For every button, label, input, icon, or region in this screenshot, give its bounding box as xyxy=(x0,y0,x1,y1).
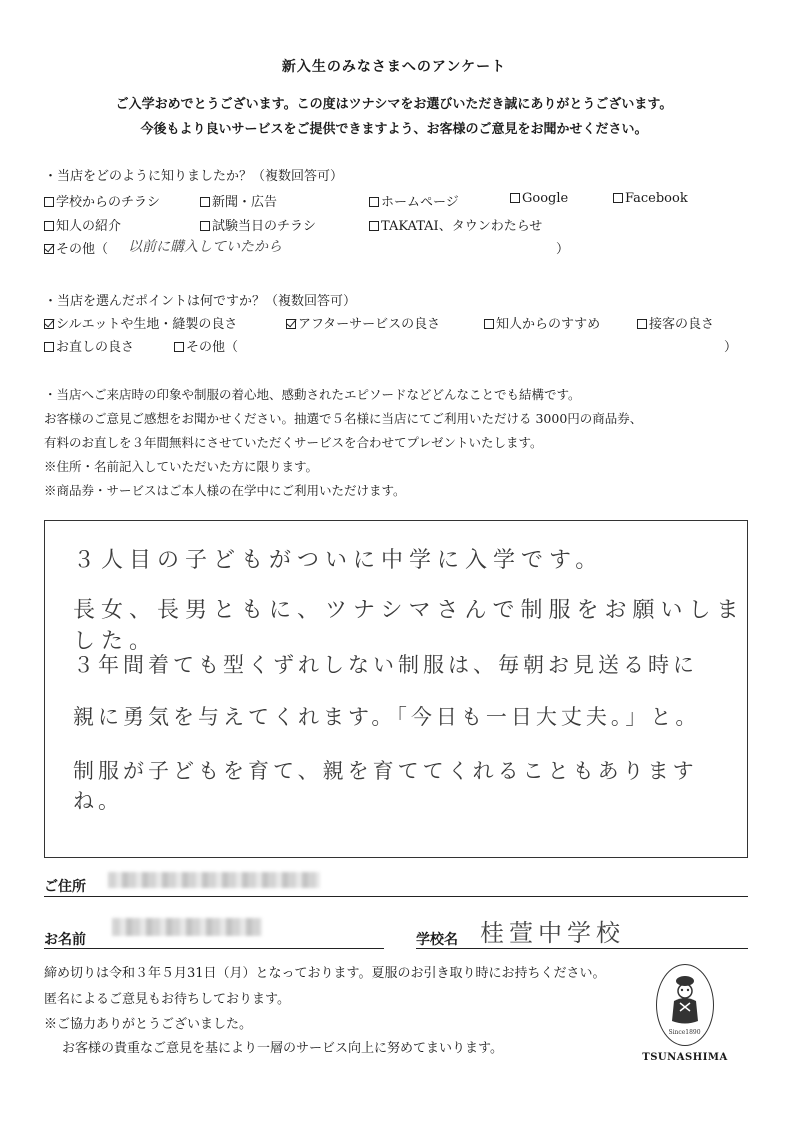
answer-box[interactable] xyxy=(44,520,748,858)
q3-line-4: ※住所・名前記入していただいた方に限ります。 xyxy=(44,459,319,474)
intro-line-2: 今後もより良いサービスをご提供できますよう、お客様のご意見をお聞かせください。 xyxy=(140,122,648,137)
answer-line-3: ３年間着ても型くずれしない制服は、毎朝お見送る時に xyxy=(73,653,698,677)
q3-line-3: 有料のお直しを３年間無料にさせていただくサービスを合わせてプレゼントいたします。 xyxy=(44,435,543,450)
checkbox-checked[interactable] xyxy=(44,244,54,254)
q1-question: ・当店をどのように知りましたか？（複数回答可） xyxy=(44,169,344,184)
name-label: お名前 xyxy=(44,932,86,948)
answer-line-4: 親に勇気を与えてくれます。「今日も一日大丈夫。」と。 xyxy=(73,705,701,729)
address-underline[interactable] xyxy=(44,896,748,897)
q2-question: ・当店を選んだポイントは何ですか？（複数回答可） xyxy=(44,294,357,309)
q1-other-answer: 以前に購入していたから xyxy=(128,239,282,255)
checkbox[interactable] xyxy=(44,221,54,231)
checkbox[interactable] xyxy=(637,319,647,329)
checkbox[interactable] xyxy=(200,221,210,231)
q1-option-acquaintance[interactable]: 知人の紹介 xyxy=(44,215,121,234)
school-value: 桂萱中学校 xyxy=(480,919,625,947)
checkbox[interactable] xyxy=(200,197,210,207)
q2-option-alteration[interactable]: お直しの良さ xyxy=(44,336,134,355)
checkbox[interactable] xyxy=(369,221,379,231)
checkbox[interactable] xyxy=(44,342,54,352)
checkbox[interactable] xyxy=(174,342,184,352)
answer-line-1: ３人目の子どもがついに中学に入学です。 xyxy=(73,548,604,573)
checkbox[interactable] xyxy=(44,197,54,207)
checkbox-checked[interactable] xyxy=(286,319,296,329)
q2-option-recommend[interactable]: 知人からのすすめ xyxy=(484,313,600,332)
q2-option-service[interactable]: 接客の良さ xyxy=(637,313,714,332)
q2-close-paren: ） xyxy=(724,340,738,355)
mascot-icon xyxy=(658,971,713,1031)
answer-line-5: 制服が子どもを育て、親を育ててくれることもありますね。 xyxy=(73,759,698,813)
logo-since: Since1890 xyxy=(668,1029,701,1036)
q1-close-paren: ） xyxy=(556,242,570,257)
logo-brand: TSUNASHIMA xyxy=(642,1052,728,1063)
address-redacted xyxy=(108,872,320,888)
q3-line-1: ・当店へご来店時の印象や制服の着心地、感動されたエピソードなどどんなことでも結構です。 xyxy=(44,387,581,402)
tsunashima-logo xyxy=(656,964,714,1046)
q1-option-exam-flyer[interactable]: 試験当日のチラシ xyxy=(200,215,316,234)
q2-option-aftercare[interactable]: アフターサービスの良さ xyxy=(286,313,440,332)
footer-thanks: ※ご協力ありがとうございました。 xyxy=(44,1017,253,1032)
page-title: 新入生のみなさまへのアンケート xyxy=(281,59,507,75)
address-label: ご住所 xyxy=(44,879,86,895)
q3-line-5: ※商品券・サービスはご本人様の在学中にご利用いただけます。 xyxy=(44,483,406,498)
checkbox[interactable] xyxy=(484,319,494,329)
q2-option-silhouette[interactable]: シルエットや生地・縫製の良さ xyxy=(44,313,237,332)
checkbox[interactable] xyxy=(369,197,379,207)
name-underline[interactable] xyxy=(44,948,384,949)
q1-option-flyer[interactable]: 学校からのチラシ xyxy=(44,191,160,210)
q1-option-other[interactable]: その他（ xyxy=(44,238,108,257)
footer-anonymous: 匿名によるご意見もお待ちしております。 xyxy=(44,992,290,1007)
checkbox[interactable] xyxy=(613,193,623,203)
answer-line-2: 長女、長男ともに、ツナシマさんで制服をお願いしました。 xyxy=(73,598,745,654)
q1-option-takatai[interactable]: TAKATAI、タウンわたらせ xyxy=(369,215,542,234)
name-redacted xyxy=(112,918,262,936)
footer-deadline: 締め切りは令和３年５月31日（月）となっております。夏服のお引き取り時にお持ちください。 xyxy=(44,966,606,981)
q2-option-other[interactable]: その他（ xyxy=(174,336,238,355)
checkbox-checked[interactable] xyxy=(44,319,54,329)
q3-line-2: お客様のご意見ご感想をお聞かせください。抽選で５名様に当店にてご利用いただける 3000円の商品券、 xyxy=(44,411,643,426)
q1-option-newspaper[interactable]: 新聞・広告 xyxy=(200,191,277,210)
q1-option-google[interactable]: Google xyxy=(510,191,568,206)
checkbox[interactable] xyxy=(510,193,520,203)
intro-line-1: ご入学おめでとうございます。この度はツナシマをお選びいただき誠にありがとうございます。 xyxy=(115,97,673,112)
q1-option-facebook[interactable]: Facebook xyxy=(613,191,688,206)
school-label: 学校名 xyxy=(416,932,458,948)
school-underline[interactable] xyxy=(416,948,748,949)
footer-commitment: お客様の貴重なご意見を基により一層のサービス向上に努めてまいります。 xyxy=(62,1041,503,1056)
q1-option-homepage[interactable]: ホームページ xyxy=(369,191,459,210)
